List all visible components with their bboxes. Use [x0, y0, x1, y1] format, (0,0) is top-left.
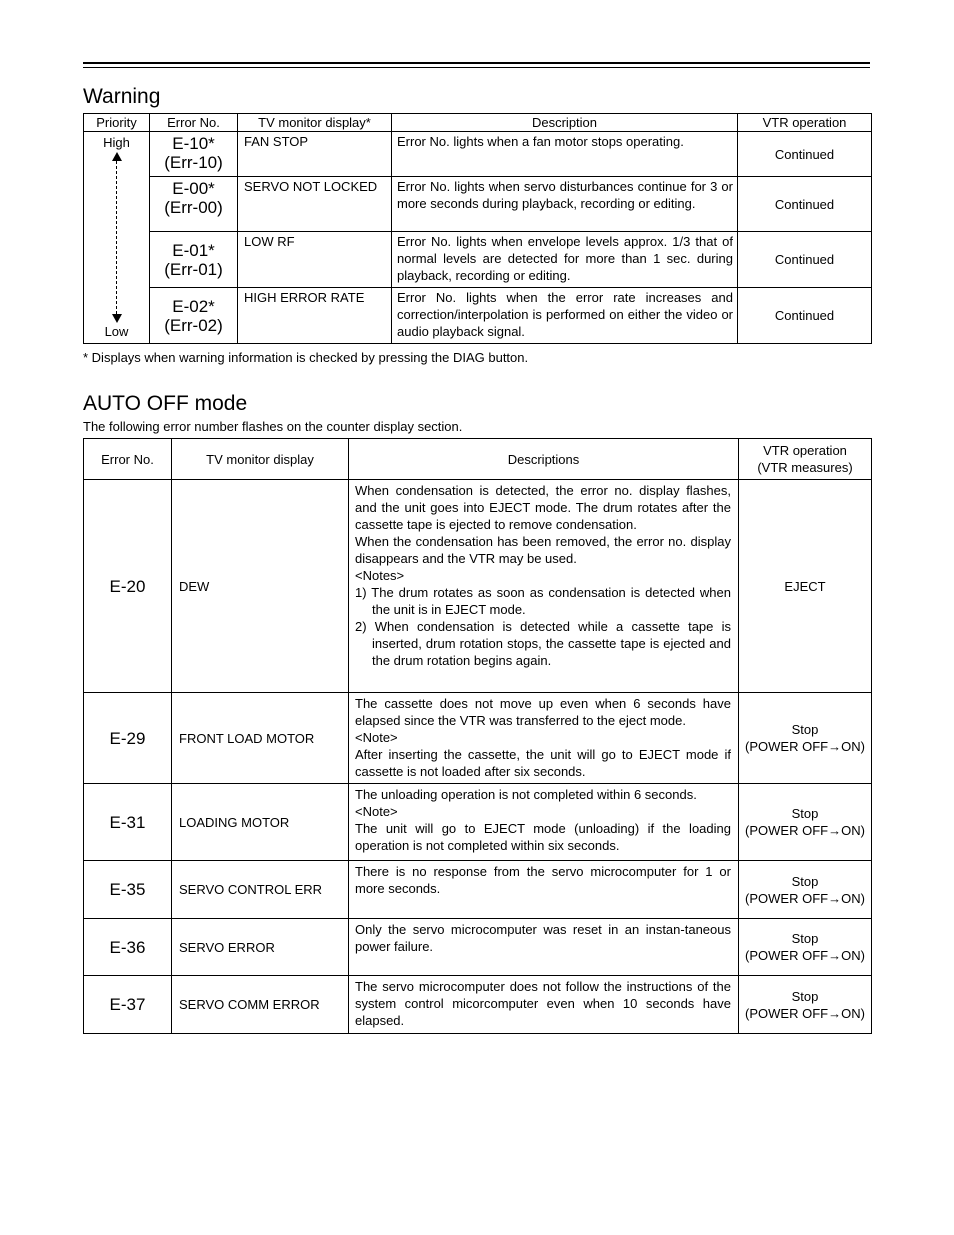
error-code-cell	[150, 132, 238, 177]
vtr-operation-cell	[739, 861, 872, 919]
auto-off-heading: AUTO OFF mode	[83, 392, 248, 415]
col-tv-display-header: TV monitor display*	[238, 114, 392, 132]
vtr-operation-value: EJECT	[784, 578, 826, 594]
description-cell: Error No. lights when envelope levels approx. 1/3 that of normal levels are detected for more than 1 sec. during playback, recording or editing.	[392, 232, 738, 288]
description-paragraph: There is no response from the servo microcomputer for 1 or more seconds.	[355, 864, 731, 896]
description-paragraph: The servo microcomputer does not follow the instructions of the system control micorcomputer even when 10 seconds have elapsed.	[355, 979, 731, 1028]
description-paragraph: Only the servo microcomputer was reset in an instan-taneous power failure.	[355, 922, 731, 954]
error-code: E-02*	[172, 296, 215, 316]
error-code-cell: E-29	[84, 693, 172, 784]
tv-display-cell: FRONT LOAD MOTOR	[172, 693, 349, 784]
col-error-no-header: Error No.	[84, 439, 172, 480]
table-row	[84, 480, 872, 693]
table-row	[84, 177, 872, 232]
vtr-operation-value: Stop	[791, 722, 819, 737]
top-rule-thin	[83, 67, 870, 68]
vtr-operation-value: Stop	[791, 988, 819, 1004]
error-code-cell	[150, 232, 238, 288]
vtr-operation-cell	[739, 976, 872, 1034]
description-cell	[349, 919, 739, 976]
error-code-cell: E-20	[84, 480, 172, 693]
auto-off-header-row	[84, 439, 872, 480]
col-error-no-header: Error No.	[150, 114, 238, 132]
arrow-up-icon	[112, 152, 122, 161]
vtr-measure-value: (POWER OFF→ON)	[745, 823, 865, 838]
vtr-operation-cell: Continued	[738, 232, 872, 288]
error-code-cell: E-37	[84, 976, 172, 1034]
warning-footnote: * Displays when warning information is checked by pressing the DIAG button.	[83, 350, 529, 365]
description-cell	[349, 480, 739, 693]
error-code: E-10*	[172, 134, 215, 153]
tv-display-cell: SERVO CONTROL ERR	[172, 861, 349, 919]
col-vtr-operation-header: VTR operation	[738, 114, 872, 132]
vtr-operation-cell	[739, 693, 872, 784]
vtr-measure-value: (POWER OFF→ON)	[745, 1005, 865, 1021]
col-tv-display-header: TV monitor display	[172, 439, 349, 480]
description-paragraph: <Note>	[355, 730, 398, 745]
col-priority-header: Priority	[84, 114, 150, 132]
vtr-operation-value: Stop	[791, 806, 819, 821]
priority-low-label: Low	[104, 324, 129, 339]
table-row	[84, 784, 872, 861]
error-code-cell	[150, 288, 238, 344]
description-cell	[349, 976, 739, 1034]
table-row	[84, 132, 872, 177]
table-row	[84, 861, 872, 919]
vtr-operation-cell: Continued	[738, 132, 872, 177]
description-cell: Error No. lights when servo disturbances continue for 3 or more seconds during playback, recording or editing.	[392, 177, 738, 232]
error-code-alt: (Err-00)	[164, 198, 223, 217]
error-code-alt: (Err-02)	[164, 315, 223, 335]
col-vtr-operation-header	[739, 439, 872, 480]
description-cell: Error No. lights when the error rate increases and correction/interpolation is performed on either the video or audio playback signal.	[392, 288, 738, 344]
auto-off-rows	[84, 480, 872, 1034]
vtr-operation-value: Stop	[791, 873, 819, 889]
warning-heading: Warning	[83, 85, 161, 108]
tv-display-cell: FAN STOP	[238, 132, 392, 177]
tv-display-cell: LOADING MOTOR	[172, 784, 349, 861]
error-code: E-01*	[172, 240, 215, 260]
description-paragraph: The cassette does not move up even when 6 seconds have elapsed since the VTR was transferred to the eject mode.	[355, 696, 731, 728]
description-paragraph: When condensation is detected, the error no. display flashes, and the unit goes into EJECT mode. The drum rotates after the cassette tape is ejected to remove condensation.	[355, 483, 731, 532]
description-paragraph: The unit will go to EJECT mode (unloading) if the loading operation is not completed within six seconds.	[355, 821, 731, 853]
error-code-cell: E-31	[84, 784, 172, 861]
vtr-operation-label: VTR operation	[763, 443, 847, 458]
tv-display-cell: SERVO COMM ERROR	[172, 976, 349, 1034]
vtr-measure-value: (POWER OFF→ON)	[745, 890, 865, 906]
description-cell	[349, 861, 739, 919]
error-code-alt: (Err-01)	[164, 259, 223, 279]
warning-table	[83, 113, 872, 344]
vtr-operation-cell: Continued	[738, 288, 872, 344]
description-cell	[349, 784, 739, 861]
note-item: 1) The drum rotates as soon as condensation is detected when the unit is in EJECT mode.	[355, 585, 731, 617]
dashed-priority-line	[116, 161, 117, 314]
col-descriptions-header: Descriptions	[349, 439, 739, 480]
arrow-down-icon	[112, 314, 122, 323]
error-code-cell: E-35	[84, 861, 172, 919]
table-row	[84, 693, 872, 784]
tv-display-cell: HIGH ERROR RATE	[238, 288, 392, 344]
description-paragraph: When the condensation has been removed, the error no. display disappears and the VTR may be used.	[355, 534, 731, 566]
tv-display-cell: DEW	[172, 480, 349, 693]
tv-display-cell: SERVO ERROR	[172, 919, 349, 976]
table-row	[84, 288, 872, 344]
error-code-alt: (Err-10)	[164, 153, 223, 172]
description-paragraph: <Note>	[355, 804, 398, 819]
vtr-operation-cell	[739, 784, 872, 861]
vtr-measures-label: (VTR measures)	[757, 460, 853, 475]
description-cell: Error No. lights when a fan motor stops operating.	[392, 132, 738, 177]
error-code: E-00*	[172, 179, 215, 198]
auto-off-table	[83, 438, 872, 1034]
tv-display-cell: LOW RF	[238, 232, 392, 288]
table-row	[84, 976, 872, 1034]
tv-display-cell: SERVO NOT LOCKED	[238, 177, 392, 232]
vtr-operation-cell: Continued	[738, 177, 872, 232]
auto-off-intro: The following error number flashes on the counter display section.	[83, 419, 463, 434]
vtr-operation-value: Stop	[791, 931, 819, 946]
vtr-operation-cell	[739, 919, 872, 976]
priority-column	[84, 132, 150, 344]
description-paragraph: The unloading operation is not completed within 6 seconds.	[355, 787, 697, 802]
note-item: 2) When condensation is detected while a cassette tape is inserted, drum rotation stops, the cassette tape is ejected and the drum rotation begins again.	[355, 619, 731, 668]
top-rule-thick	[83, 62, 870, 64]
vtr-measure-value: (POWER OFF→ON)	[745, 739, 865, 754]
table-row	[84, 232, 872, 288]
error-code-cell	[150, 177, 238, 232]
description-cell	[349, 693, 739, 784]
col-description-header: Description	[392, 114, 738, 132]
table-row	[84, 919, 872, 976]
error-code-cell: E-36	[84, 919, 172, 976]
priority-high-label: High	[103, 135, 130, 150]
warning-header-row	[84, 114, 872, 132]
description-paragraph: After inserting the cassette, the unit will go to EJECT mode if cassette is not loaded after six seconds.	[355, 747, 731, 779]
vtr-measure-value: (POWER OFF→ON)	[745, 948, 865, 963]
description-paragraph: <Notes>	[355, 568, 405, 583]
vtr-operation-cell	[739, 480, 872, 693]
